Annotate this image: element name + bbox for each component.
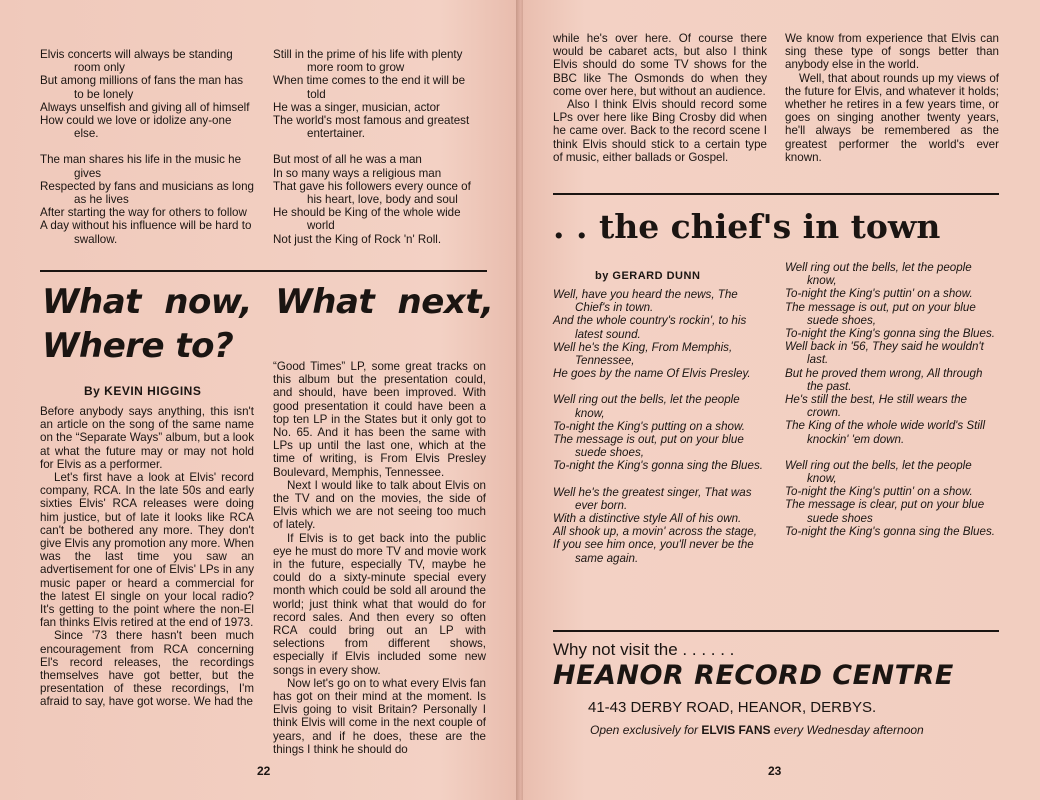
- paragraph: while he's over here. Of course there would be cabaret acts, but also I think Elvis should do some TV shows for the BBC like The Osmonds do when they come over here, but without an audience.: [553, 32, 767, 98]
- song-line: With a distinctive style All of his own.: [553, 512, 742, 526]
- paragraph: “Good Times” LP, some great tracks on this album but the presentation could, and should, have been improved. With good presentation it could have been a top ten LP in the States but it only got to No. 65. And it has been the same with LPs up until the last one, which at the time of writing, is From Elvis Presley Boulevard, Memphis, Tennessee.: [273, 360, 486, 479]
- article-column-2: [273, 360, 486, 756]
- poem-line: Respected by fans and musicians as long as he lives: [40, 179, 254, 207]
- paragraph: Also I think Elvis should record some LPs over here like Bing Crosby did when he came over. Back to the record scene I think Elvis should stick to a certain type of music, either ballads or Gospel.: [553, 98, 767, 164]
- song-line: To-night the King's putting on a show.: [553, 419, 745, 433]
- poem-line: The man shares his life in the music he gives: [40, 153, 242, 180]
- byline-kevin-higgins: By KEVIN HIGGINS: [84, 384, 202, 398]
- byline-gerard-dunn: by GERARD DUNN: [595, 270, 701, 282]
- song-stanza-gap: [553, 380, 767, 393]
- poem-line: But most of all he was a man: [273, 153, 422, 167]
- ad-address: 41-43 DERBY ROAD, HEANOR, DERBYS.: [588, 699, 877, 716]
- paragraph: We know from experience that Elvis can sing these type of songs better than anybody else in the world.: [785, 32, 999, 72]
- poem-line: After starting the way for others to follow: [40, 206, 247, 220]
- poem-column-2: [273, 48, 486, 246]
- song-line: He goes by the name Of Elvis Presley.: [553, 367, 751, 381]
- ad-open-bold: ELVIS FANS: [701, 723, 771, 737]
- poem-line: Not just the King of Rock 'n' Roll.: [273, 232, 442, 246]
- song-line: To-night the King's gonna sing the Blues.: [553, 459, 763, 473]
- song-line: The message is out, put on your blue suede shoes,: [785, 300, 976, 327]
- poem-line: But among millions of fans the man has to be lonely: [40, 74, 243, 101]
- article-column-4: [785, 32, 999, 164]
- poem-line: When time comes to the end it will be told: [273, 74, 466, 101]
- headline-line-2: Where to?: [42, 326, 234, 366]
- song-stanza-gap: [553, 473, 767, 486]
- poem-line: In so many ways a religious man: [273, 166, 442, 180]
- left-divider-rule: [40, 270, 487, 272]
- song-line: And the whole country's rockin', to his latest sound.: [553, 314, 747, 341]
- poem-line: He should be King of the whole wide world: [273, 206, 461, 233]
- ad-intro: Why not visit the . . . . . .: [553, 640, 735, 659]
- song-column-1: [553, 288, 767, 565]
- ad-shop-name: HEANOR RECORD CENTRE: [553, 660, 954, 691]
- paragraph: Let's first have a look at Elvis' record company, RCA. In the late 50s and early sixties Elvis' RCA releases were doing him justice, but of late it looks like RCA can't be bothered any more. They don't give Elvis any promotion any more. When was the last time you saw an advertisement for one of Elvis' LPs in any music paper or heard a commercial for the latest El single on your local radio? It's getting to the point where the non-El fan thinks Elvis retired at the end of 1973.: [40, 471, 254, 630]
- song-line: Well ring out the bells, let the people know,: [553, 393, 740, 420]
- song-line: To-night the King's puttin' on a show.: [785, 485, 973, 499]
- song-line: The message is out, put on your blue suede shoes,: [553, 433, 744, 460]
- ad-opening-hours: [590, 723, 924, 737]
- right-divider-rule-top: [553, 193, 999, 195]
- song-line: Well ring out the bells, let the people know,: [785, 261, 972, 288]
- paragraph: If Elvis is to get back into the public eye he must do more TV and movie work in the future, especially TV, maybe he could do a sixty-minute special every month which could be sold all around the world; just think what that would do for record sales. And then every so often RCA could bring out an LP with selections from different shows, especially if Elvis included some new songs in every show.: [273, 531, 486, 677]
- ad-open-suffix: every Wednesday afternoon: [770, 723, 924, 737]
- poem-line: That gave his followers every ounce of his heart, love, body and soul: [273, 179, 471, 207]
- poem-stanza-gap: [273, 140, 486, 153]
- page-number-23: 23: [768, 764, 782, 778]
- article-column-1: [40, 405, 254, 709]
- poem-line: He was a singer, musician, actor: [273, 100, 440, 114]
- song-column-2: [785, 261, 999, 538]
- poem-line: Elvis concerts will always be standing room only: [40, 48, 233, 75]
- right-divider-rule-bottom: [553, 630, 999, 632]
- paragraph: Well, that about rounds up my views of the future for Elvis, and whatever it holds; whether he retires in a few years time, or goes on singing another twenty years, he'll always be remembered as the greatest performer the world's ever known.: [785, 71, 999, 164]
- paragraph: Now let's go on to what every Elvis fan has got on their mind at the moment. Is Elvis going to visit Britain? Personally I think Elvis will come in the next couple of years, and if he does, these are the things I think he should do: [273, 676, 486, 756]
- song-title: . . the chief's in town: [553, 207, 941, 246]
- paragraph: Before anybody says anything, this isn't an article on the song of the same name on the “Separate Ways” album, but a look at what the future may or may not hold for Elvis as a performer.: [40, 405, 254, 471]
- song-line: The message is clear, put on your blue suede shoes: [785, 498, 985, 525]
- headline-what-now: [42, 280, 502, 368]
- paragraph: Since '73 there hasn't been much encouragement from RCA concerning El's record releases, the recordings themselves have got better, but the presentation of these recordings, I'm afraid to say, have got worse. We had the: [40, 629, 254, 709]
- poem-line: Still in the prime of his life with plenty more room to grow: [273, 48, 463, 75]
- song-line: Well ring out the bells, let the people know,: [785, 458, 972, 486]
- ad-open-prefix: Open exclusively for: [590, 723, 702, 737]
- song-line: To-night the King's gonna sing the Blues.: [785, 524, 995, 538]
- headline-line-1: What now, What next,: [42, 282, 494, 322]
- song-line: All shook up, a movin' across the stage,: [553, 525, 757, 539]
- poem-line: A day without his influence will be hard to swallow.: [40, 219, 252, 246]
- song-line: But he proved them wrong, All through the past.: [785, 366, 983, 393]
- song-line: He's still the best, He still wears the crown.: [785, 393, 967, 420]
- song-stanza-gap: [785, 446, 999, 459]
- poem-line: The world's most famous and greatest entertainer.: [273, 114, 470, 141]
- song-line: To-night the King's gonna sing the Blues.: [785, 327, 995, 341]
- paragraph: Next I would like to talk about Elvis on the TV and on the movies, the side of Elvis which we are not seeing too much of lately.: [273, 478, 486, 532]
- song-line: Well he's the King, From Memphis, Tennessee,: [553, 340, 733, 368]
- song-line: The King of the whole wide world's Still knockin' 'em down.: [785, 419, 986, 446]
- article-column-3: [553, 32, 767, 164]
- song-line: Well back in '56, They said he wouldn't last.: [785, 340, 984, 367]
- poem-column-1: [40, 48, 254, 246]
- poem-line: How could we love or idolize any-one else.: [40, 114, 232, 141]
- poem-line: Always unselfish and giving all of himself: [40, 100, 250, 114]
- song-line: To-night the King's puttin' on a show.: [785, 287, 973, 301]
- poem-stanza-gap: [40, 140, 254, 153]
- song-line: If you see him once, you'll never be the same again.: [553, 538, 754, 565]
- song-line: Well, have you heard the news, The Chief's in town.: [553, 288, 738, 315]
- song-line: Well he's the greatest singer, That was ever born.: [553, 485, 752, 512]
- page-number-22: 22: [257, 764, 271, 778]
